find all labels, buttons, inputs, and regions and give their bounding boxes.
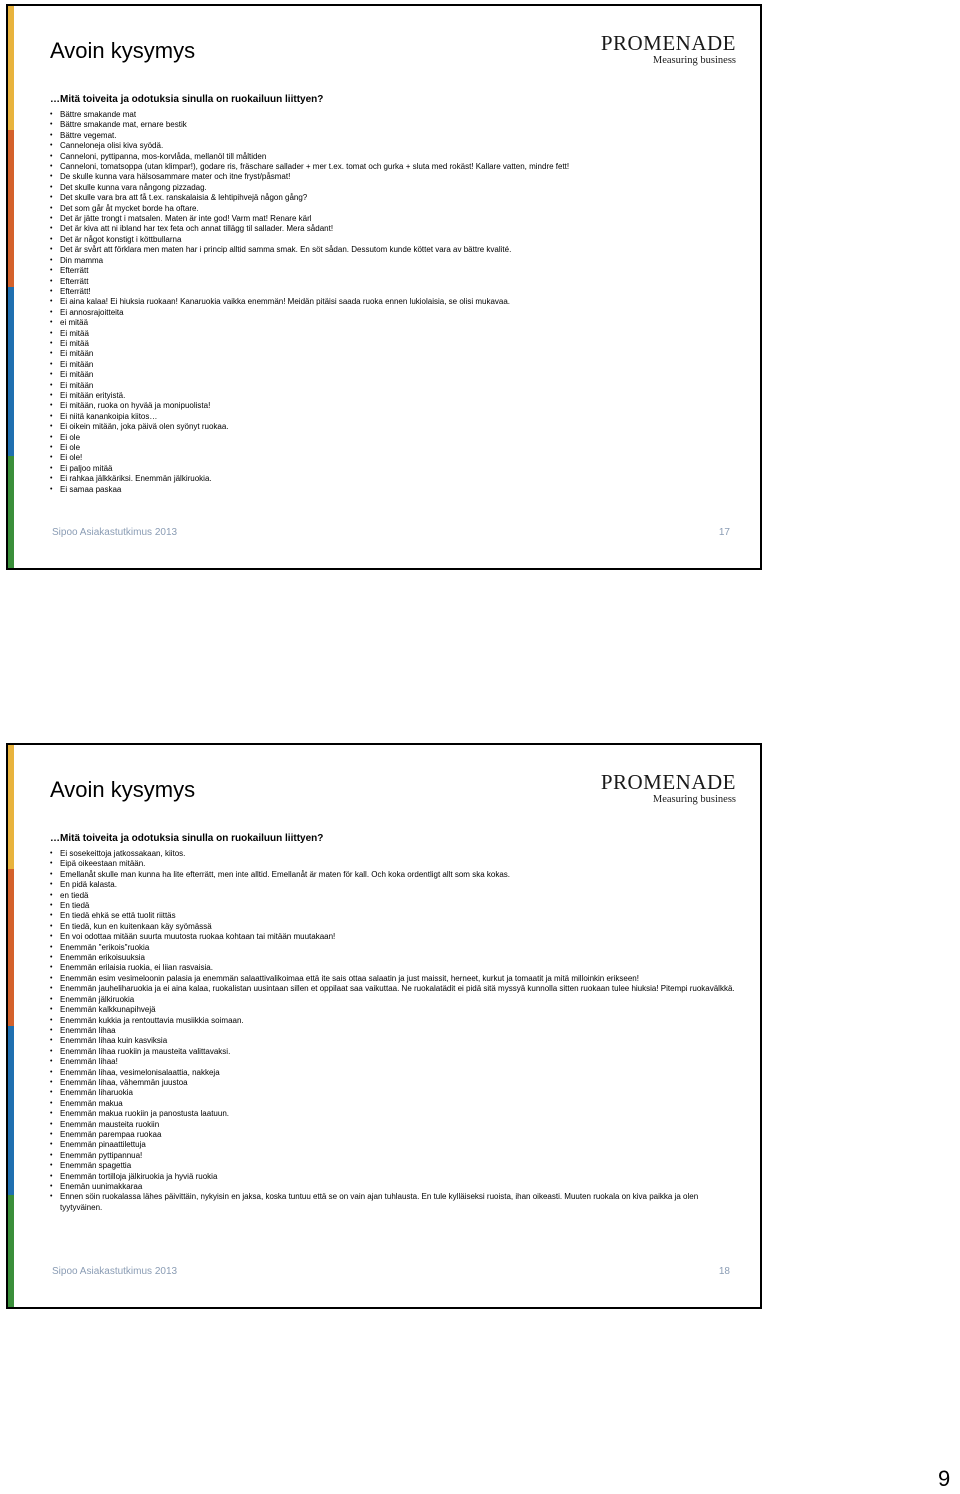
list-item: • Enemmän lihaa	[50, 1026, 740, 1036]
list-item: • Ei mitään, ruoka on hyvää ja monipuolista!	[50, 401, 740, 411]
list-item: • Enemmän lihaa, vesimelonisalaattia, nakkeja	[50, 1068, 740, 1078]
list-item: • Ei samaa paskaa	[50, 485, 740, 495]
list-item: • Ennen söin ruokalassa lähes päivittäin, nykyisin en jaksa, koska tuntuu että se on vain ajan tuhlausta. En tule kylläiseksi ruoista, ihan oikeasti. Muuten ruokala on kiva paikka ja olen tyytyväinen.	[50, 1192, 740, 1213]
list-item: • Enemmän spagettia	[50, 1161, 740, 1171]
list-item: • Det är svårt att förklara men maten har i princip alltid samma smak. En söt sådan. Dessutom kunde köttet vara av bättre kvalité.	[50, 245, 740, 255]
list-item: • Ei sosekeittoja jatkossakaan, kiitos.	[50, 849, 740, 859]
footer-label: Sipoo Asiakastutkimus 2013	[52, 1266, 178, 1277]
promenade-logo	[582, 32, 736, 66]
list-item: • Enemmän esim vesimeloonin palasia ja enemmän salaattivalikoimaa että ite sais ottaa salaatin ja just maissit, herneet, kurkut ja tomaatit ja mitä milloinkin erikseen!	[50, 974, 740, 984]
list-item: • Enemmän makua ruokiin ja panostusta laatuun.	[50, 1109, 740, 1119]
list-item: • Enemmän jälkiruokia	[50, 995, 740, 1005]
list-item: • Enemmän kalkkunapihvejä	[50, 1005, 740, 1015]
list-item: • Enemmän pinaattilettuja	[50, 1140, 740, 1150]
list-item: • Bättre vegemat.	[50, 131, 740, 141]
list-item: • Ei mitään	[50, 360, 740, 370]
list-item: • Canneloni, tomatsoppa (utan klimpar!), godare ris, fräschare sallader + mer t.ex. tomat och gurka + sluta med rokäst! Kallare vatten, mindre fett!	[50, 162, 740, 172]
list-item: • Ei ole!	[50, 453, 740, 463]
page-number: 9	[938, 1466, 951, 1491]
list-item: • Ei mitään erityistä.	[50, 391, 740, 401]
list-item: • en tiedä	[50, 891, 740, 901]
list-item: • Enemmän erikoisuuksia	[50, 953, 740, 963]
list-item: • Ei aina kalaa! Ei hiuksia ruokaan! Kanaruokia vaikka enemmän! Meidän pitäisi saada ruoka ennen lukiolaisia, se olisi mukavaa.	[50, 297, 740, 307]
list-item: • Ei mitää	[50, 339, 740, 349]
list-item: • Canneloni, pyttipanna, mos-korvlåda, mellanöl till måltiden	[50, 152, 740, 162]
list-item: • Ei mitään	[50, 349, 740, 359]
list-item: • Enemmän jauheliharuokia ja ei aina kalaa, ruokalistan uusintaan sillen et oppilaat saa vaikuttaa. Ne ruokalatädit ei pidä sitä myssyä kunnolla sitten ruokaan tulee hiuksia! Pitempi ruokavälkkä.	[50, 984, 740, 994]
list-item: • Enemmän lihaa, vähemmän juustoa	[50, 1078, 740, 1088]
slide-accent-bar	[8, 6, 14, 568]
list-item: • Ei paljoo mitää	[50, 464, 740, 474]
slide-accent-bar	[8, 745, 14, 1307]
list-item: • Efterrätt	[50, 266, 740, 276]
list-item: • Enemmän makua	[50, 1099, 740, 1109]
list-item: • Enemmän "erikois"ruokia	[50, 943, 740, 953]
list-item: • Enemmän pyttipannua!	[50, 1151, 740, 1161]
answer-list	[50, 110, 740, 495]
list-item: • Enemmän kukkia ja rentouttavia musiikkia soimaan.	[50, 1016, 740, 1026]
list-item: • En tiedä ehkä se että tuolit riittäs	[50, 911, 740, 921]
list-item: • Det är kiva att ni ibland har tex feta och annat tillägg til sallader. Mera sådant!	[50, 224, 740, 234]
list-item: • Det som går åt mycket borde ha oftare.	[50, 204, 740, 214]
logo-brand: PROMENADE	[600, 31, 736, 55]
list-item: • Ei mitää	[50, 329, 740, 339]
logo-tagline: Measuring business	[652, 794, 736, 805]
question-heading: …Mitä toiveita ja odotuksia sinulla on ruokailuun liittyen?	[50, 833, 324, 844]
slide-17	[6, 4, 762, 570]
list-item: • En tiedä	[50, 901, 740, 911]
list-item: • Enemmän parempaa ruokaa	[50, 1130, 740, 1140]
footer-label: Sipoo Asiakastutkimus 2013	[52, 527, 178, 538]
answer-list	[50, 849, 740, 1213]
list-item: • Ei mitään	[50, 381, 740, 391]
list-item: • Ei ole	[50, 443, 740, 453]
list-item: • Ei annosrajoitteita	[50, 308, 740, 318]
list-item: • Ei rahkaa jälkkäriksi. Enemmän jälkiruokia.	[50, 474, 740, 484]
list-item: • En tiedä, kun en kuitenkaan käy syömässä	[50, 922, 740, 932]
list-item: • De skulle kunna vara hälsosammare mater och itne fryst/påsmat!	[50, 172, 740, 182]
list-item: • Bättre smakande mat	[50, 110, 740, 120]
list-item: • Emellanåt skulle man kunna ha lite efterrätt, men inte alltid. Emellanåt är maten för kall. Och koka ordentligt allt som ska kokas.	[50, 870, 740, 880]
list-item: • Canneloneja olisi kiva syödä.	[50, 141, 740, 151]
list-item: • Din mamma	[50, 256, 740, 266]
list-item: • Det skulle vara bra att få t.ex. ranskalaisia & lehtipihvejä någon gång?	[50, 193, 740, 203]
slide-18	[6, 743, 762, 1309]
list-item: • Ei oikein mitään, joka päivä olen syönyt ruokaa.	[50, 422, 740, 432]
slide-number: 18	[718, 1266, 730, 1277]
list-item: • Ei mitään	[50, 370, 740, 380]
slide-title: Avoin kysymys	[50, 777, 196, 802]
logo-tagline: Measuring business	[652, 55, 736, 66]
promenade-logo	[582, 771, 736, 805]
list-item: • Efterrätt	[50, 277, 740, 287]
list-item: • Enemmän lihaa!	[50, 1057, 740, 1067]
list-item: • Det skulle kunna vara nångong pizzadag.	[50, 183, 740, 193]
slide-title: Avoin kysymys	[50, 38, 196, 63]
list-item: • Enemmän liharuokia	[50, 1088, 740, 1098]
list-item: • Eipä oikeestaan mitään.	[50, 859, 740, 869]
list-item: • Enemmän erilaisia ruokia, ei liian rasvaisia.	[50, 963, 740, 973]
list-item: • Det är något konstigt i köttbullarna	[50, 235, 740, 245]
list-item: • Enemmän mausteita ruokiin	[50, 1120, 740, 1130]
list-item: • En pidä kalasta.	[50, 880, 740, 890]
list-item: • Enemän uunimakkaraa	[50, 1182, 740, 1192]
list-item: • Bättre smakande mat, ernare bestik	[50, 120, 740, 130]
list-item: • Enemmän lihaa ruokiin ja mausteita valittavaksi.	[50, 1047, 740, 1057]
list-item: • Enemmän tortilloja jälkiruokia ja hyviä ruokia	[50, 1172, 740, 1182]
list-item: • Det är jätte trongt i matsalen. Maten är inte god! Varm mat! Renare kärl	[50, 214, 740, 224]
logo-brand: PROMENADE	[600, 770, 736, 794]
list-item: • Ei ole	[50, 433, 740, 443]
question-heading: …Mitä toiveita ja odotuksia sinulla on ruokailuun liittyen?	[50, 94, 324, 105]
list-item: • En voi odottaa mitään suurta muutosta ruokaa kohtaan tai mitään muutakaan!	[50, 932, 740, 942]
slide-number: 17	[718, 527, 730, 538]
list-item: • Enemmän lihaa kuin kasviksia	[50, 1036, 740, 1046]
list-item: • Efterrätt!	[50, 287, 740, 297]
list-item: • Ei niitä kanankoipia kiitos…	[50, 412, 740, 422]
list-item: • ei mitää	[50, 318, 740, 328]
